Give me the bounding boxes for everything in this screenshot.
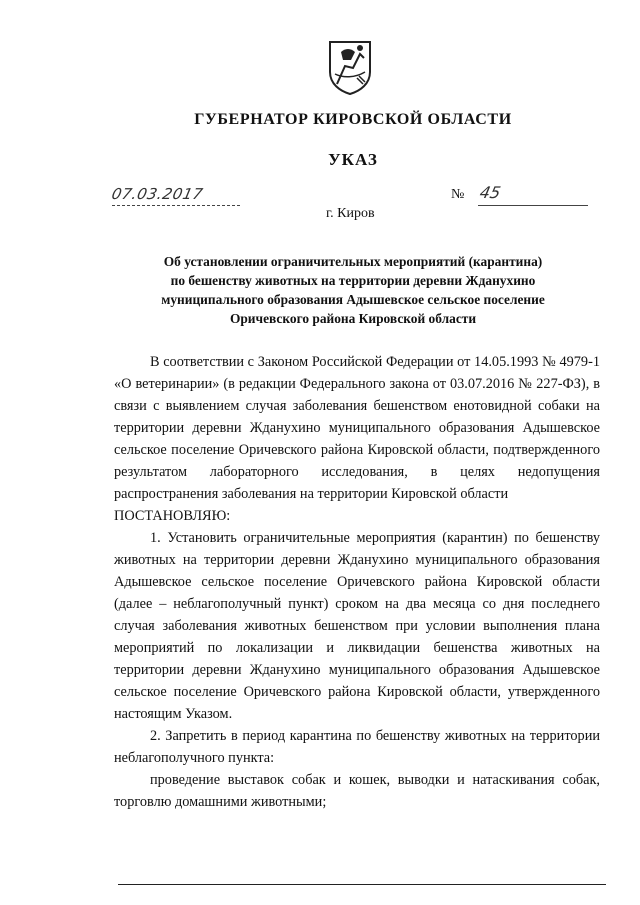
document-title xyxy=(120,252,586,328)
title-line: Об установлении ограничительных мероприятий (карантина) xyxy=(163,254,543,269)
document-type-heading: УКАЗ xyxy=(328,150,378,169)
resolution-keyword: ПОСТАНОВЛЯЮ: xyxy=(114,508,231,524)
organization-heading: ГУБЕРНАТОР КИРОВСКОЙ ОБЛАСТИ xyxy=(194,111,512,128)
title-line: по бешенству животных на территории деревни Жданухино xyxy=(170,273,536,288)
document-number: 45 xyxy=(477,183,503,202)
clause-1-paragraph: 1. Установить ограничительные мероприятия (карантин) по бешенству животных на территории деревни Жданухино муниципального образования Адышевское сельское поселение Оричевского района Кировской области (далее – неблагополучный пункт) сроком на два месяца со дня последнего случая заболевания животных бешенством при условии выполнения плана мероприятий по локализации и ликвидации бешенства животных на территории деревни Жданухино муниципального образования Адышевское сельское поселение Оричевского района Кировской области, утвержденного настоящим Указом. xyxy=(114,530,600,722)
document-city: г. Киров xyxy=(326,206,375,221)
document-body xyxy=(114,351,600,813)
title-line: Оричевского района Кировской области xyxy=(229,311,477,326)
document-date: 07.03.2017 xyxy=(110,185,205,203)
preamble-paragraph: В соответствии с Законом Российской Федерации от 14.05.1993 № 4979-1 «О ветеринарии» (в редакции Федерального закона от 03.07.2016 № 227-ФЗ), в связи с выявлением случая заболевания бешенством енотовидной собаки на территории деревни Жданухино муниципального образования Адышевское сельское поселение Оричевского района Кировской области, подтвержденного результатом лабораторного исследования, в целях недопущения распространения заболевания на территории Кировской области xyxy=(114,354,600,502)
number-underline xyxy=(478,205,588,206)
clause-2-item-paragraph: проведение выставок собак и кошек, выводки и натаскивания собак, торговлю домашними животными; xyxy=(114,772,600,810)
title-line: муниципального образования Адышевское сельское поселение xyxy=(161,292,545,307)
clause-2-paragraph: 2. Запретить в период карантина по бешенству животных на территории неблагополучного пункта: xyxy=(114,728,600,766)
date-underline xyxy=(112,205,240,206)
number-sign: № xyxy=(451,187,465,202)
bottom-divider xyxy=(118,884,606,885)
coat-of-arms-icon xyxy=(327,38,373,96)
